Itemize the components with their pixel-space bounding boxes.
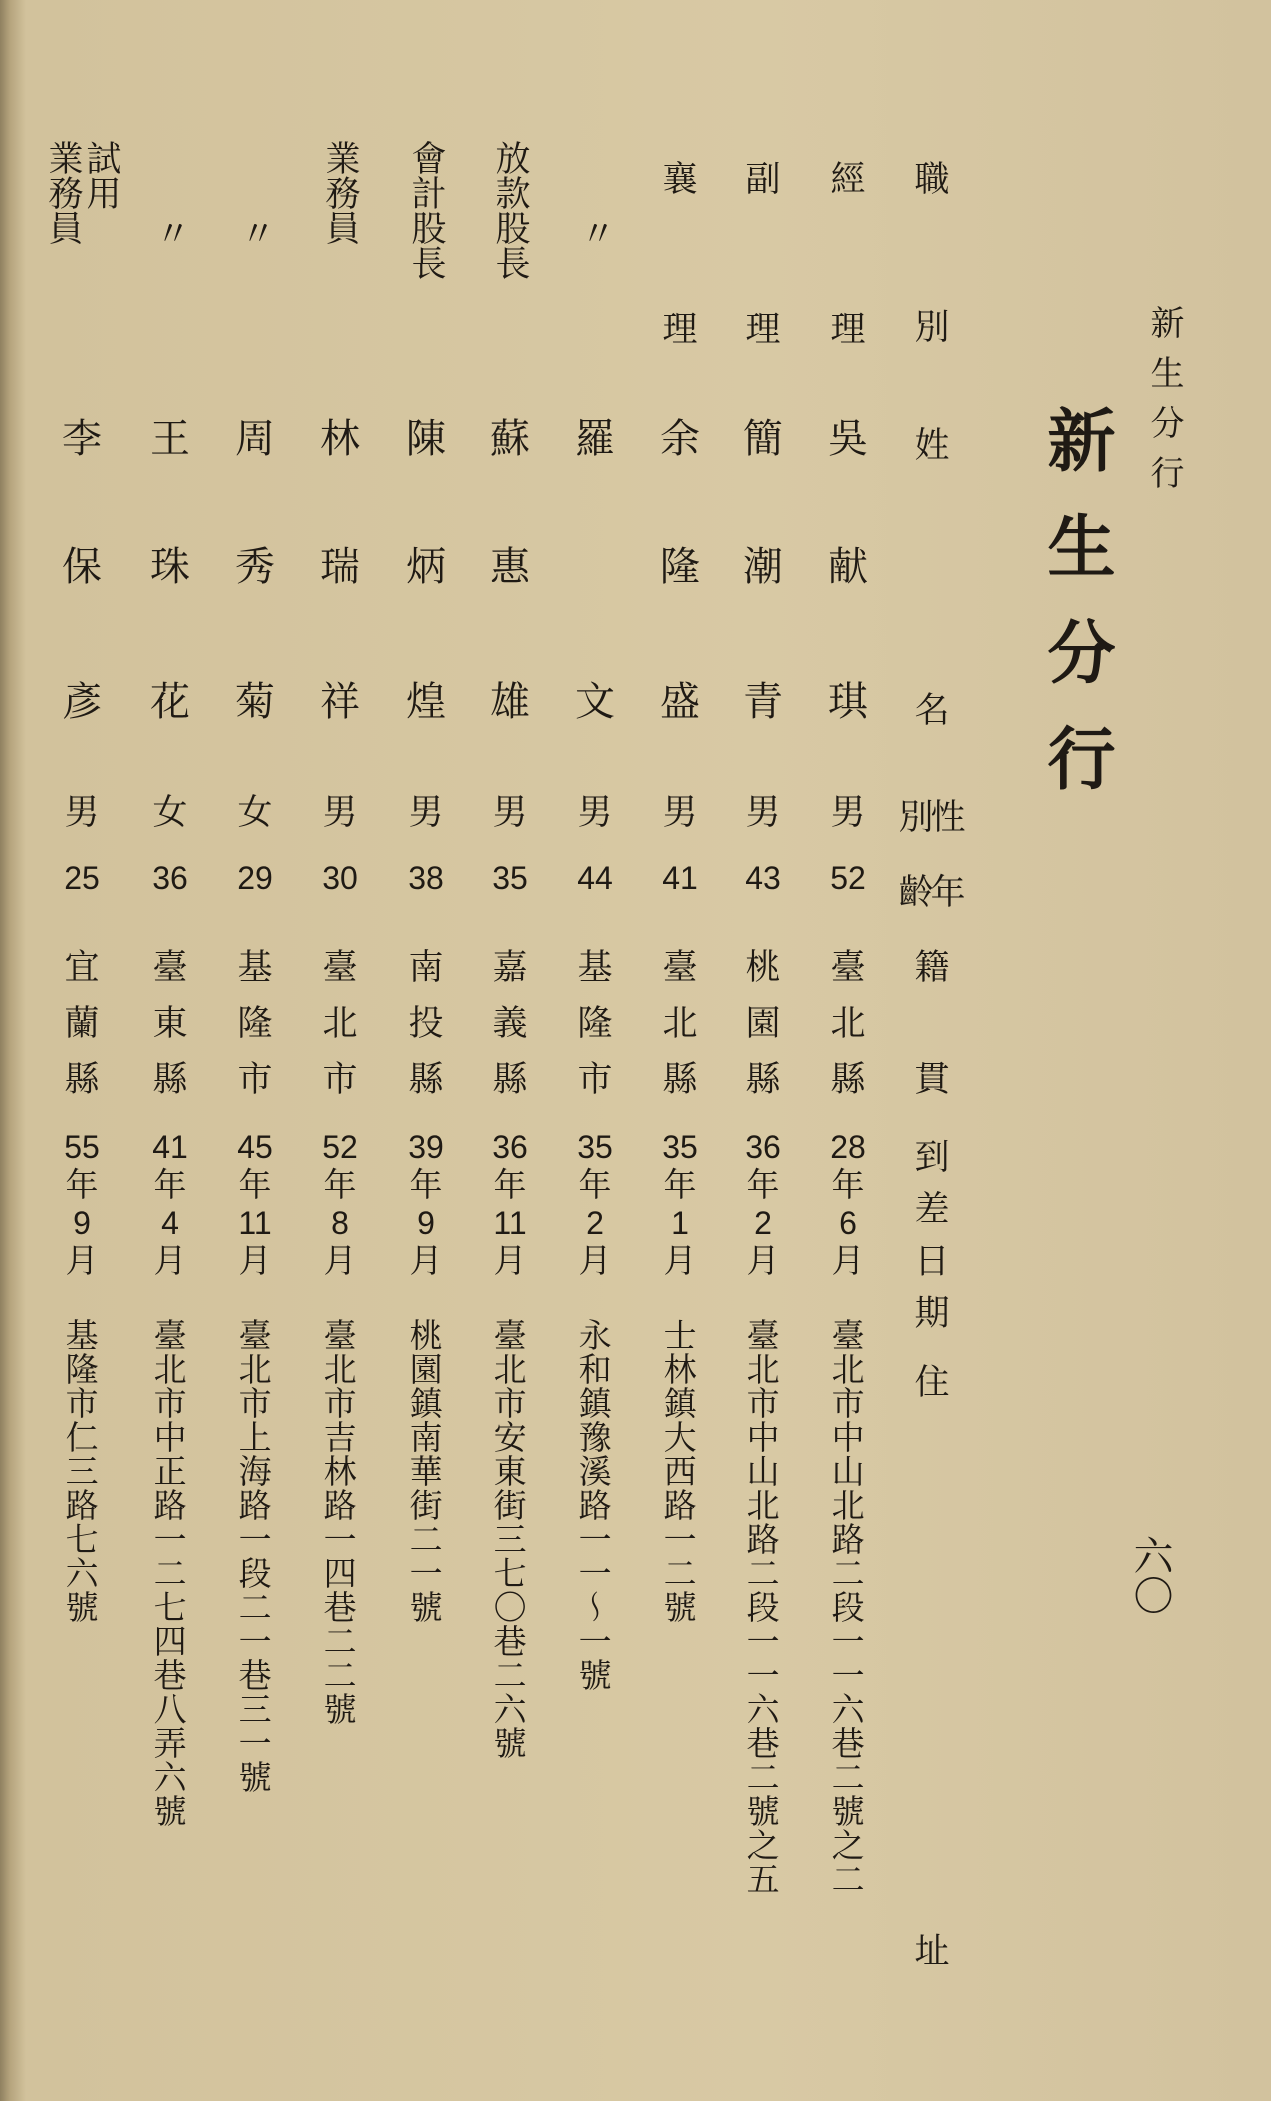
person-name-char: 蘇	[490, 416, 530, 462]
person-name-char: 文	[575, 679, 615, 725]
job-title: 試用 業務員	[43, 140, 121, 245]
person-name-char: 青	[743, 679, 783, 725]
person-name-char: 羅	[575, 416, 615, 462]
origin-char: 縣	[64, 1060, 100, 1100]
person-name-char: 雄	[490, 679, 530, 725]
address: 永和鎮豫溪路一一〜一號	[573, 1318, 613, 1692]
header-arrival-char: 到	[914, 1138, 950, 1178]
origin-char: 投	[408, 1004, 444, 1044]
person-name-char: 琪	[828, 679, 868, 725]
origin-char: 基	[237, 948, 273, 988]
arrival-date: 36 年 11 月	[492, 1129, 528, 1280]
table-row	[386, 0, 466, 2101]
running-head: 新生分行	[1144, 305, 1184, 505]
person-name-char: 彥	[62, 679, 102, 725]
header-arrival-char: 日	[914, 1242, 950, 1282]
person-name-char: 潮	[743, 544, 783, 590]
person-name-char: 周	[235, 416, 275, 462]
header-sex-char: 別	[898, 798, 934, 838]
origin-char: 臺	[152, 948, 188, 988]
age: 25	[64, 860, 100, 896]
header-arrival-char: 差	[914, 1190, 950, 1230]
header-title-char: 職	[914, 160, 950, 200]
origin-char: 嘉	[492, 948, 528, 988]
person-name-char: 陳	[406, 416, 446, 462]
sex: 男	[577, 793, 613, 833]
header-arrival-char: 期	[914, 1294, 950, 1334]
age: 52	[830, 860, 866, 896]
age: 36	[152, 860, 188, 896]
age: 29	[237, 860, 273, 896]
person-name-char: 簡	[743, 416, 783, 462]
section-title: 新生分行	[1036, 405, 1116, 829]
arrival-date: 45 年 11 月	[237, 1129, 273, 1280]
age: 35	[492, 860, 528, 896]
origin-char: 市	[322, 1060, 358, 1100]
person-name-char: 王	[150, 416, 190, 462]
origin-char: 臺	[322, 948, 358, 988]
origin-char: 北	[830, 1004, 866, 1044]
person-name-char: 盛	[660, 679, 700, 725]
person-name-char: 惠	[490, 544, 530, 590]
job-title: 〃	[575, 215, 615, 250]
header-age-char: 年	[930, 873, 966, 913]
origin-char: 臺	[830, 948, 866, 988]
origin-char: 北	[662, 1004, 698, 1044]
person-name-char: 花	[150, 679, 190, 725]
origin-char: 東	[152, 1004, 188, 1044]
person-name-char: 炳	[406, 544, 446, 590]
sex: 男	[492, 793, 528, 833]
origin-char: 縣	[662, 1060, 698, 1100]
origin-char: 市	[577, 1060, 613, 1100]
arrival-date: 35 年 2 月	[577, 1129, 613, 1280]
sex: 男	[662, 793, 698, 833]
person-name-char: 林	[320, 416, 360, 462]
origin-char: 宜	[64, 948, 100, 988]
address: 基隆市仁三路七六號	[60, 1318, 100, 1624]
sex: 女	[152, 793, 188, 833]
origin-char: 隆	[237, 1004, 273, 1044]
origin-char: 蘭	[64, 1004, 100, 1044]
sex: 男	[322, 793, 358, 833]
address: 臺北市吉林路一四巷二二號	[318, 1318, 358, 1726]
page-number: 六〇	[1127, 1535, 1173, 1615]
person-name-char: 李	[62, 416, 102, 462]
address: 臺北市安東街三七〇巷二六號	[488, 1318, 528, 1760]
header-name-char: 姓	[914, 426, 950, 466]
job-title: 會計股長	[406, 140, 446, 280]
sex: 男	[64, 793, 100, 833]
table-row: 副 理 簡 潮 青 男 43 桃 園 縣 36 年 2 月 臺北市中山北路二段一一六巷二號之五	[723, 0, 803, 2101]
person-name-char: 隆	[660, 544, 700, 590]
person-name-char: 余	[660, 416, 700, 462]
arrival-date: 35 年 1 月	[662, 1129, 698, 1280]
origin-char: 桃	[745, 948, 781, 988]
sex: 男	[408, 793, 444, 833]
address: 臺北市中山北路二段一一六巷二號之二	[826, 1318, 866, 1896]
header-origin-char: 籍	[914, 948, 950, 988]
arrival-date: 41 年 4 月	[152, 1129, 188, 1280]
origin-char: 基	[577, 948, 613, 988]
person-name-char: 珠	[150, 544, 190, 590]
job-title: 〃	[235, 215, 275, 250]
person-name-char: 菊	[235, 679, 275, 725]
age: 30	[322, 860, 358, 896]
header-origin-char: 貫	[914, 1060, 950, 1100]
arrival-date: 28 年 6 月	[830, 1129, 866, 1280]
header-sex-char: 性	[930, 798, 966, 838]
age: 43	[745, 860, 781, 896]
table-row	[555, 0, 635, 2101]
person-name-char: 保	[62, 544, 102, 590]
origin-char: 縣	[152, 1060, 188, 1100]
origin-char: 園	[745, 1004, 781, 1044]
person-name-char: 吳	[828, 416, 868, 462]
job-title: 業務員	[320, 140, 360, 245]
table-row	[130, 0, 210, 2101]
table-header-column	[892, 0, 972, 2101]
origin-char: 隆	[577, 1004, 613, 1044]
header-address-char: 址	[914, 1932, 950, 1972]
origin-char: 縣	[492, 1060, 528, 1100]
header-name-char: 名	[914, 691, 950, 731]
address: 桃園鎮南華街二一號	[404, 1318, 444, 1624]
person-name-char: 秀	[235, 544, 275, 590]
header-title-char: 別	[914, 308, 950, 348]
origin-char: 市	[237, 1060, 273, 1100]
origin-char: 義	[492, 1004, 528, 1044]
table-row	[470, 0, 550, 2101]
person-name-char: 瑞	[320, 544, 360, 590]
job-title: 〃	[150, 215, 190, 250]
person-name-char: 献	[828, 544, 868, 590]
age: 44	[577, 860, 613, 896]
person-name-char: 祥	[320, 679, 360, 725]
origin-char: 縣	[408, 1060, 444, 1100]
arrival-date: 52 年 8 月	[322, 1129, 358, 1280]
origin-char: 縣	[830, 1060, 866, 1100]
age: 38	[408, 860, 444, 896]
table-row	[42, 0, 122, 2101]
person-name-char: 煌	[406, 679, 446, 725]
arrival-date: 39 年 9 月	[408, 1129, 444, 1280]
table-row: 襄 理 余 隆 盛 男 41 臺 北 縣 35 年 1 月 士林鎮大西路一二號	[640, 0, 720, 2101]
address: 士林鎮大西路一二號	[658, 1318, 698, 1624]
table-row	[300, 0, 380, 2101]
header-address-char: 住	[914, 1363, 950, 1403]
origin-char: 北	[322, 1004, 358, 1044]
job-title: 放款股長	[490, 140, 530, 280]
sex: 男	[830, 793, 866, 833]
age: 41	[662, 860, 698, 896]
origin-char: 縣	[745, 1060, 781, 1100]
address: 臺北市中山北路二段一一六巷二號之五	[741, 1318, 781, 1896]
header-age-char: 齡	[898, 873, 934, 913]
arrival-date: 36 年 2 月	[745, 1129, 781, 1280]
table-row	[215, 0, 295, 2101]
origin-char: 南	[408, 948, 444, 988]
address: 臺北市上海路一段二一巷三一號	[233, 1318, 273, 1794]
origin-char: 臺	[662, 948, 698, 988]
sex: 女	[237, 793, 273, 833]
table-row: 經 理 吳 献 琪 男 52 臺 北 縣 28 年 6 月 臺北市中山北路二段一一六巷二號之二	[808, 0, 888, 2101]
arrival-date: 55 年 9 月	[64, 1129, 100, 1280]
sex: 男	[745, 793, 781, 833]
address: 臺北市中正路一二七四巷八弄六號	[148, 1318, 188, 1828]
